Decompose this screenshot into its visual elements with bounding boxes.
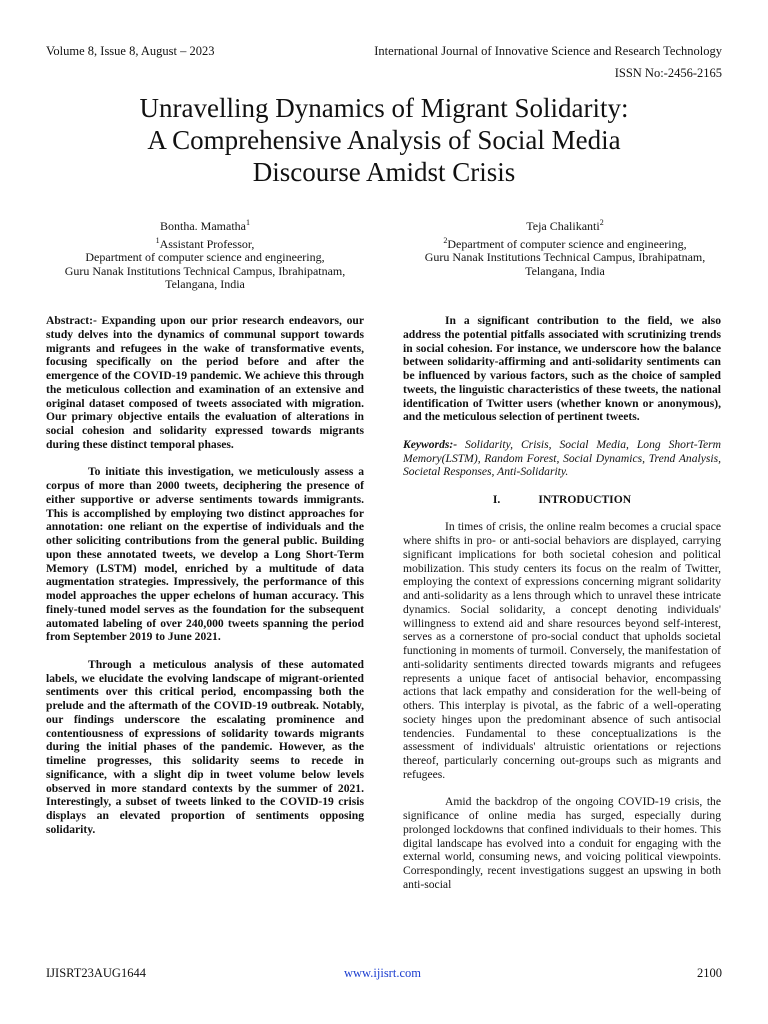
author-affil-line: Guru Nanak Institutions Technical Campus, Ibrahipatnam, [64, 263, 346, 278]
footer-page-number: 2100 [697, 966, 722, 980]
author-block-2 [396, 216, 734, 278]
title-line: Unravelling Dynamics of Migrant Solidarity: [139, 93, 629, 123]
abstract-paragraph: In a significant contribution to the field, we also address the potential pitfalls associated with scrutinizing trends in social cohesion. For instance, we underscore how the balance between solidarity-affirming and anti-solidarity sentiments can be influenced by various factors, such as the choice of sampled tweets, the linguistic characteristics of these tweets, the national identification of Twitter users (whether known or anonymous), and the meticulous selection of pertinent tweets. [403, 314, 721, 424]
author-name: Teja Chalikanti$^2$ [526, 218, 604, 233]
section-title: INTRODUCTION [538, 492, 632, 506]
abstract-paragraph: Abstract:- Expanding upon our prior research endeavors, our study delves into the dynamics of communal support towards migrants and refugees in the wake of transformative events, focusing specifically on the period before and after the emergence of the COVID-19 pandemic. We achieve this through the meticulous collection and examination of an extensive and original dataset composed of tweets associated with migration. Our primary objective entails the evaluation of alterations in social cohesion and solidarity expressed towards migrants during these distinct temporal phases. [46, 314, 364, 451]
author-affil-line: Guru Nanak Institutions Technical Campus, Ibrahipatnam, [424, 250, 706, 265]
author-block-1 [40, 216, 370, 292]
paper-title [40, 92, 728, 188]
title-line: A Comprehensive Analysis of Social Media [147, 125, 621, 155]
left-column [46, 314, 364, 850]
body-paragraph: In times of crisis, the online realm becomes a crucial space where shifts in pro- or anti-social behaviors are displayed, carrying significant implications for both societal cohesion and political mobilization. This study centers its focus on the realm of Twitter, employing the context of expressions concerning migrant solidarity and anti-solidarity as a lens through which to unravel these intricate dynamics. Social solidarity, a concept denoting individuals' willingness to extend aid and share resources beyond self-interest, serves as a cornerstone of pro-social conduct that upholds societal functioning in moments of turmoil. Conversely, the manifestation of anti-solidarity sentiments directed towards migrants and refugees represents a unique facet of antisocial behavior, encompassing actions that lack empathy and consideration for the well-being of others. This interplay is pivotal, as the fabric of a well-operating society hinges upon the predominant absence of such antisocial tendencies. Fundamental to these conceptualizations is the assessment of individuals' altruistic orientations or rejections thereof, particularly concerning out-groups such as migrants and refugees. [403, 520, 721, 781]
section-heading [403, 493, 721, 507]
journal-name: International Journal of Innovative Science and Research Technology [374, 44, 722, 58]
author-affil-line: $^1$Assistant Professor, [155, 235, 255, 251]
abstract-paragraph: Through a meticulous analysis of these automated labels, we elucidate the evolving landscape of migrant-oriented sentiments over this critical period, encompassing both the prelude and the aftermath of the COVID-19 outbreak. Notably, our findings underscore the escalating prominence and contentiousness of expressions of solidarity towards migrants during the initial phases of the pandemic. However, as the timeline progresses, this solidarity seems to recede in significance, with a slight dip in tweet volume below levels observed in more standard contexts by the summer of 2021. Interestingly, a subset of tweets linked to the COVID-19 crisis displays an elevated proportion of sentiments opposing solidarity. [46, 657, 364, 836]
author-affil-line: Telangana, India [165, 277, 245, 292]
author-affil-line: $^2$Department of computer science and engineering, [443, 235, 687, 251]
author-name: Bontha. Mamatha$^1$ [160, 218, 250, 233]
footer-url-link[interactable]: www.ijisrt.com [344, 966, 421, 980]
section-number: I. [492, 492, 501, 506]
author-affil-line: Department of computer science and engineering, [85, 250, 325, 265]
right-column [403, 314, 721, 905]
body-paragraph: Amid the backdrop of the ongoing COVID-19 crisis, the significance of online media has surged, especially during prolonged lockdowns that confined individuals to their homes. This digital landscape has evolved into a conduit for engaging with the external world, consuming news, and voicing political viewpoints. Correspondingly, recent investigations suggest an upswing in both anti-social [403, 795, 721, 891]
keywords [403, 438, 721, 479]
keywords-label: Keywords:- [403, 437, 458, 451]
keywords-text: Solidarity, Crisis, Social Media, Long Short-Term Memory(LSTM), Random Forest, Social Dynamics, Trend Analysis, Societal Responses, Anti-Solidarity. [403, 437, 721, 479]
footer-paper-id: IJISRT23AUG1644 [46, 966, 146, 980]
abstract-paragraph: To initiate this investigation, we meticulously assess a corpus of more than 2000 tweets, deciphering the presence of either supportive or adverse sentiments towards immigrants. This is accomplished by employing two distinct approaches for annotation: one reliant on the expertise of individuals and the other soliciting contributions from the general public. Building upon these annotated tweets, we develop a Long Short-Term Memory (LSTM) model, enriched by a multitude of data augmentation strategies. Impressively, the performance of this model approaches the upper echelons of human accuracy. This finely-tuned model serves as the foundation for the subsequent automated labeling of over 240,000 tweets spanning the period from September 2019 to June 2021. [46, 465, 364, 644]
volume-issue: Volume 8, Issue 8, August – 2023 [46, 44, 215, 58]
issn: ISSN No:-2456-2165 [614, 66, 722, 80]
title-line: Discourse Amidst Crisis [252, 157, 516, 187]
author-affil-line: Telangana, India [525, 263, 605, 278]
